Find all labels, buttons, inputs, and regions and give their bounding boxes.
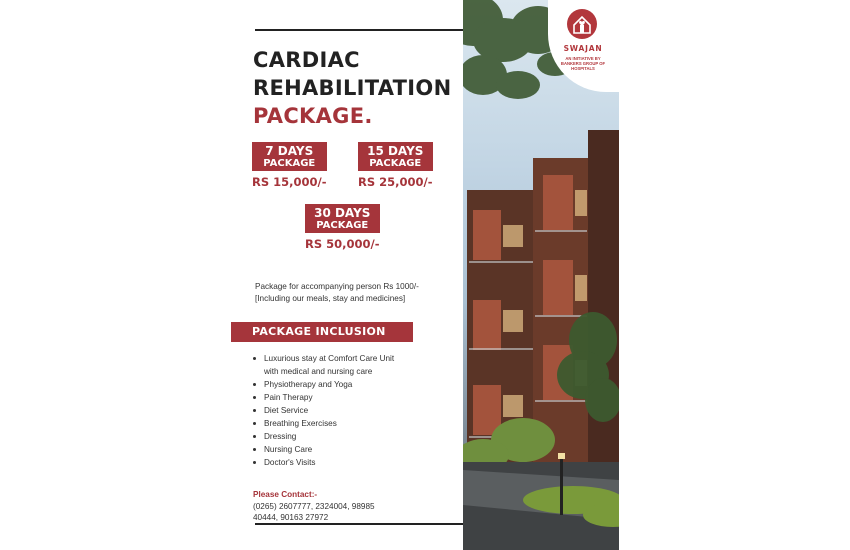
contact-block <box>253 489 383 524</box>
package-7-days <box>252 142 327 189</box>
package-days: 15 DAYS <box>367 144 424 158</box>
house-heart-logo-icon <box>567 9 597 39</box>
package-days: 30 DAYS <box>314 206 371 220</box>
list-item: Doctor's Visits <box>251 456 394 469</box>
list-item: Luxurious stay at Comfort Care Unit <box>251 352 394 365</box>
list-item: Pain Therapy <box>251 391 394 404</box>
package-15-days <box>358 142 433 189</box>
title-line-3: PACKAGE. <box>253 104 373 128</box>
package-price: RS 15,000/- <box>252 175 327 189</box>
note-line-2: [Including our meals, stay and medicines] <box>255 294 406 303</box>
package-badge <box>358 142 433 171</box>
inclusion-heading: PACKAGE INCLUSION <box>231 322 413 342</box>
package-price: RS 50,000/- <box>305 237 380 251</box>
list-item: Diet Service <box>251 404 394 417</box>
title-line-2: REHABILITATION <box>253 76 452 100</box>
package-label: PACKAGE <box>369 158 422 169</box>
list-item-continuation: with medical and nursing care <box>264 367 373 376</box>
list-item: Breathing Exercises <box>251 417 394 430</box>
top-rule <box>255 29 463 31</box>
package-price: RS 25,000/- <box>358 175 433 189</box>
list-item: Dressing <box>251 430 394 443</box>
logo-icon-svg <box>567 9 597 39</box>
accompanying-note <box>255 281 419 305</box>
inclusion-list <box>251 352 394 469</box>
package-label: PACKAGE <box>316 220 369 231</box>
brand-name: SWAJAN <box>563 44 603 53</box>
flyer <box>231 0 619 550</box>
title-line-1: CARDIAC <box>253 48 360 72</box>
package-days: 7 DAYS <box>265 144 314 158</box>
list-item: Nursing Care <box>251 443 394 456</box>
building-photo <box>463 0 619 550</box>
package-badge <box>305 204 380 233</box>
package-label: PACKAGE <box>263 158 316 169</box>
page-title <box>253 46 451 130</box>
package-badge <box>252 142 327 171</box>
flyer-content <box>231 0 463 550</box>
package-30-days <box>305 204 380 251</box>
contact-label: Please Contact:- <box>253 490 318 499</box>
brand-tagline: AN INITIATIVE BY BANKERS GROUP OF HOSPITALS <box>560 56 606 71</box>
contact-numbers: (0265) 2607777, 2324004, 98985 40444, 90163 27972 <box>253 501 375 522</box>
note-line-1: Package for accompanying person Rs 1000/- <box>255 282 419 291</box>
list-item: Physiotherapy and Yoga <box>251 378 394 391</box>
bottom-rule <box>255 523 463 525</box>
